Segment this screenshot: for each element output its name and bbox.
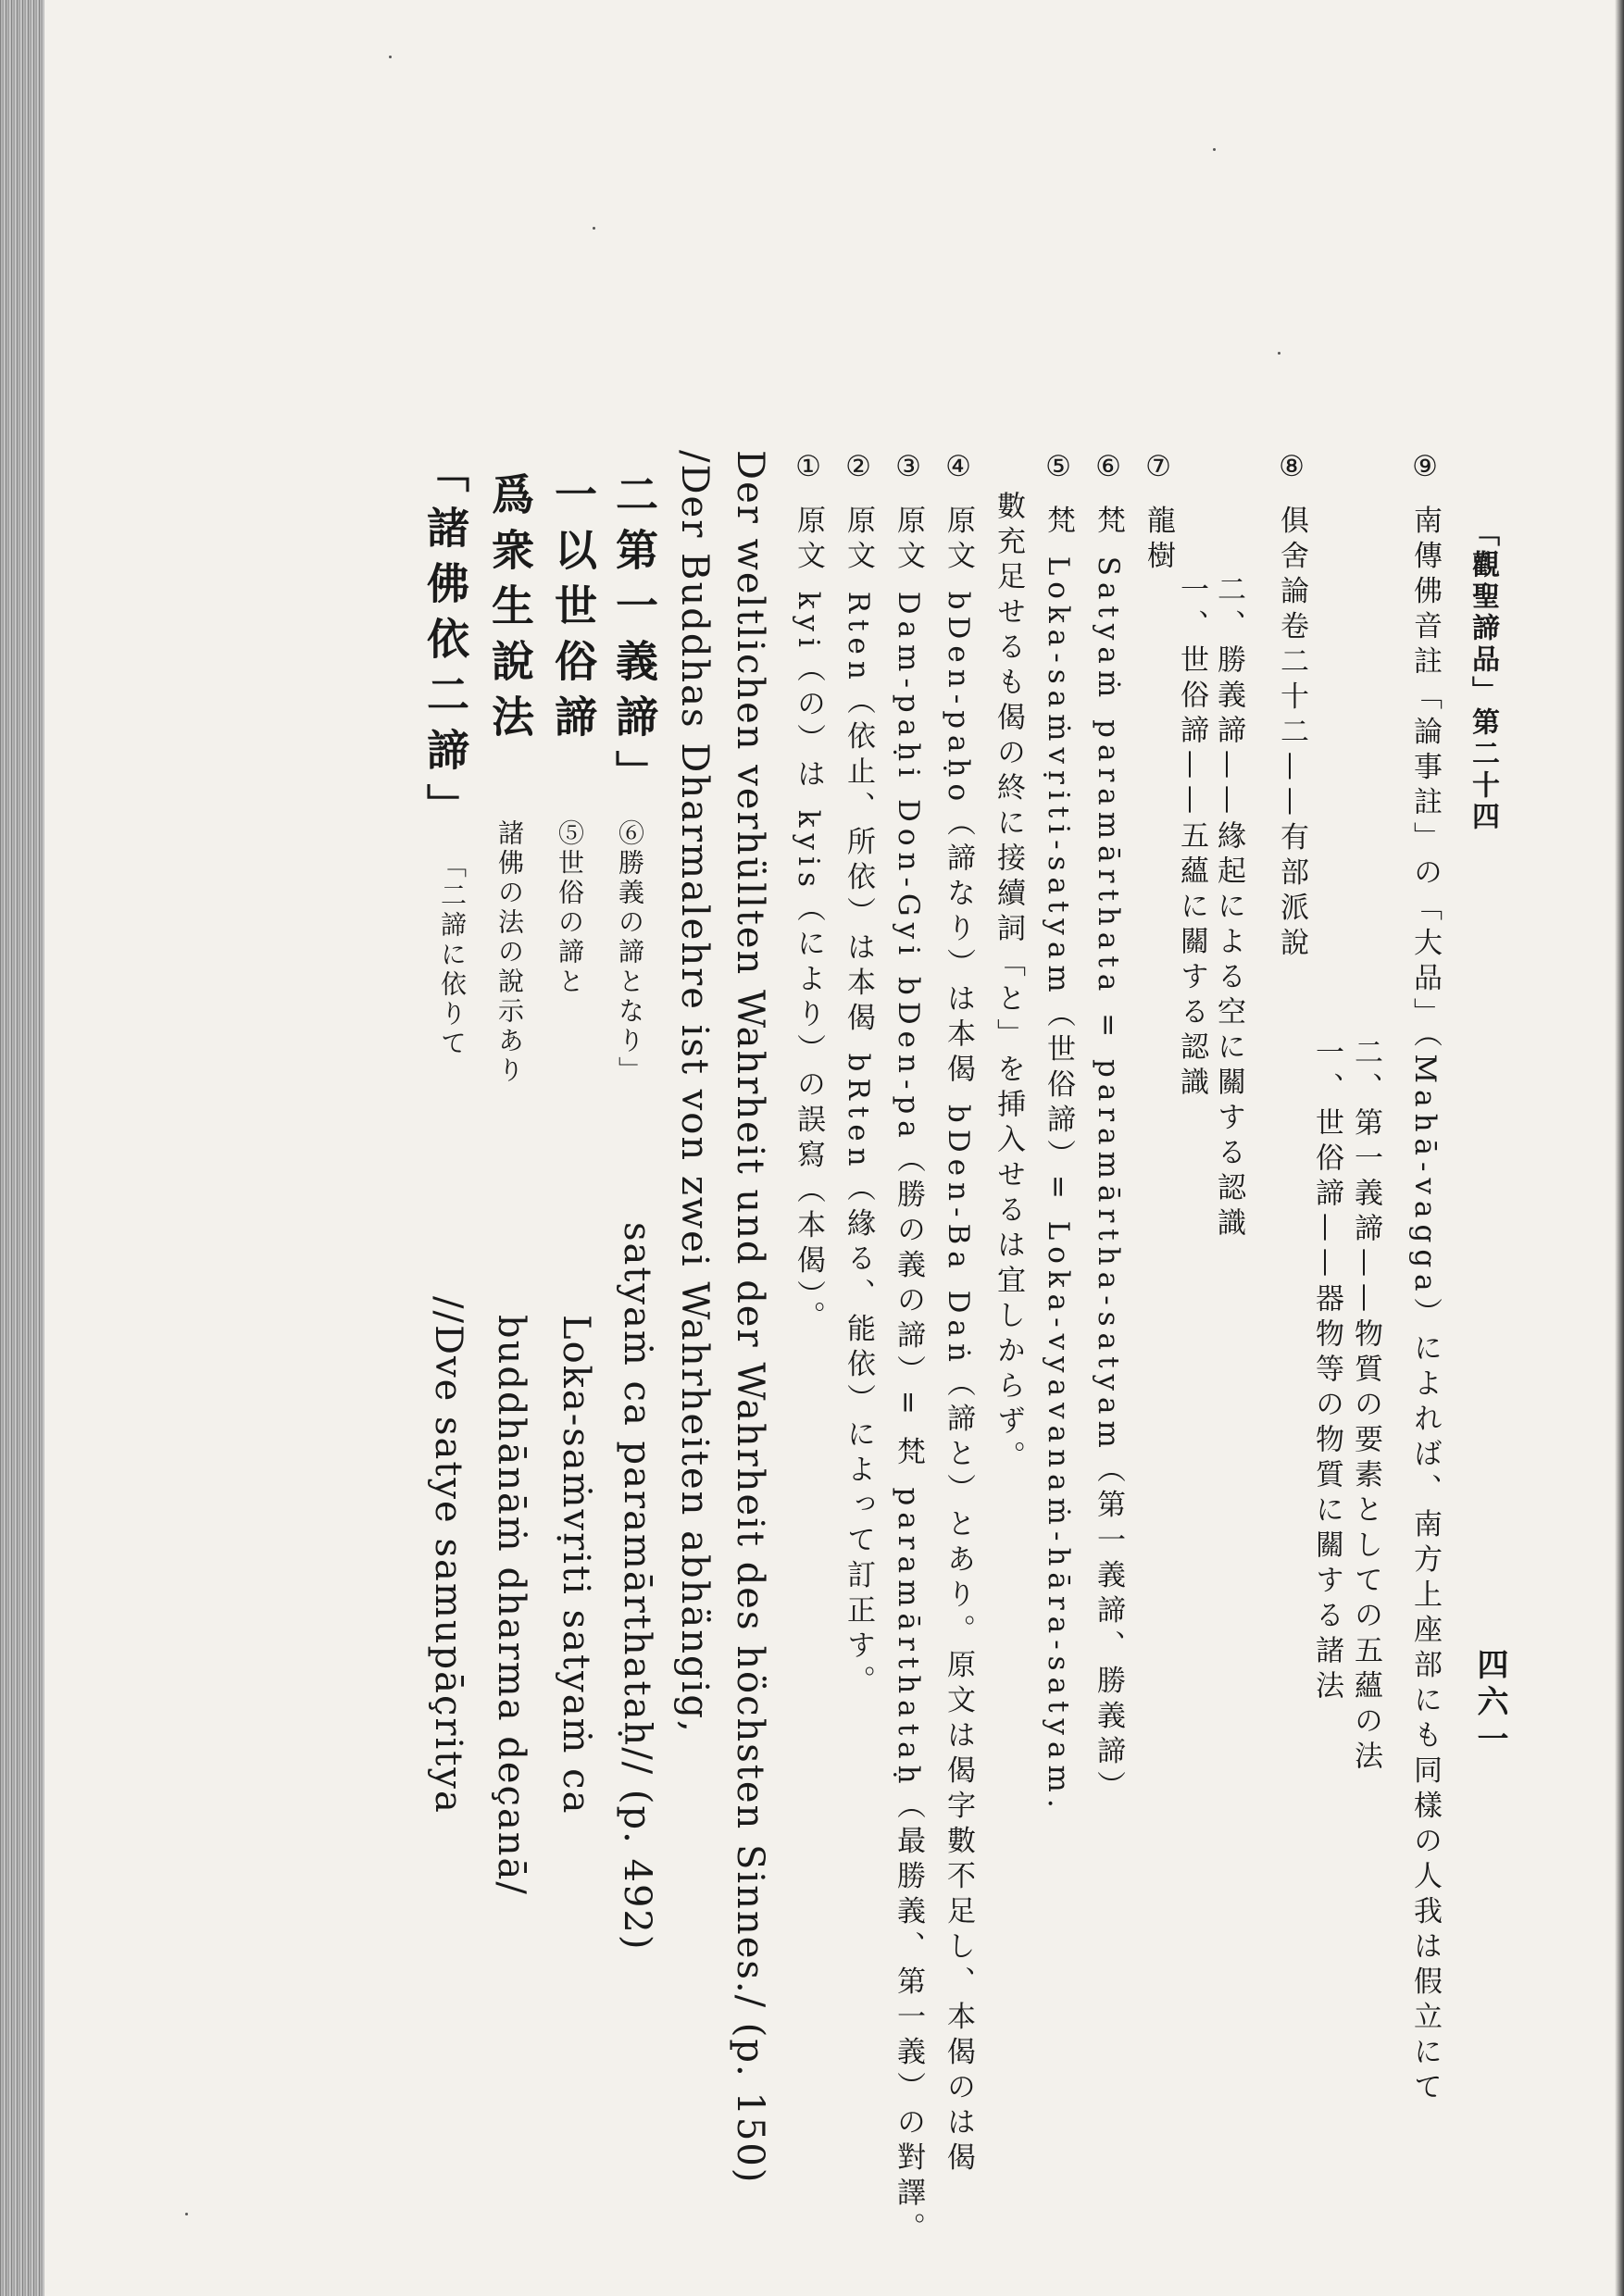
note-6: ⑥ 梵 Satyaṁ paramārthata = paramārtha-satyam（第一義諦、勝義諦） (1092, 450, 1125, 1806)
verse-chinese-line-2: 爲衆生說法 (485, 472, 535, 750)
note-8-branch-1: 一、世俗諦——器物等の物質に關する諸法 (1310, 1037, 1343, 1705)
verse-japanese-line-2: 諸佛の法の說示あり (494, 819, 525, 1086)
scan-speck (593, 227, 595, 230)
note-8-branch-2: 二、第一義諦——物質の要素としての五蘊の法 (1349, 1037, 1382, 1776)
verse-sanskrit-line-3: Loka-saṁvṛiti satyaṁ ca (555, 1315, 597, 1816)
running-title: 「觀聖諦品」第二十四 (1467, 518, 1499, 833)
note-8-head: ⑧ 俱舍論卷二十二——有部派說 (1275, 450, 1308, 963)
scan-speck (1278, 352, 1280, 355)
note-7-branch-1: 一、世俗諦——五蘊に關する認識 (1175, 574, 1208, 1102)
note-9: ⑨ 南傳佛音註「論事註」の「大品」（Mahā-vagga）によれば、南方上座部にも同樣の人我は假立にて (1408, 450, 1442, 2107)
note-4-continued: 數充足せるも偈の終に接續詞「と」を挿入せるは宜しからず。 (992, 491, 1025, 1476)
page-number: 四六一 (1471, 1648, 1508, 1759)
verse-chinese-line-4: 二第一義諦」 (609, 472, 659, 805)
note-7-branch-2: 二、勝義諦——緣起による空に關する認識 (1212, 574, 1245, 1242)
note-1: ① 原文 kyi（の）は kyis（により）の誤寫（本偈）。 (792, 450, 825, 1337)
verse-sanskrit-line-2: buddhānāṁ dharma deçanā/ (490, 1315, 532, 1896)
verse-chinese-line-1: 「諸佛依二諦」 (420, 450, 470, 839)
verse-japanese-line-3: ⑤世俗の諦と (555, 819, 585, 997)
verse-chinese-line-3: 一以世俗諦 (548, 472, 598, 750)
verse-german-line-1: /Der Buddhas Dharmalehre ist von zwei Wahrheiten abhängig, (673, 450, 716, 1734)
note-3: ③ 原文 Dam-paḥi Don-Gyi bDen-pa（勝の義の諦）= 梵 paramārthataḥ（最勝義、第一義）の對譯。 (892, 450, 925, 2248)
scan-speck (185, 2213, 188, 2215)
scan-speck (389, 56, 392, 58)
note-7-head: ⑦ 龍樹 (1142, 450, 1175, 576)
verse-sanskrit-line-1: //Dve satye samupāçritya (427, 1296, 469, 1815)
note-5: ⑤ 梵 Loka-saṁvṛiti-satyam（世俗諦）= Loka-vyavanaṁ-hāra-satyam. (1042, 450, 1075, 1815)
verse-german-line-2: Der weltlichen verhüllten Wahrheit und der Wahrheit des höchsten Sinnes./ (p. 150) (729, 450, 771, 2185)
verse-japanese-line-1: 「二諦に依りて (437, 852, 468, 1059)
page-edge-shadow (1615, 0, 1624, 2296)
verse-japanese-line-4: ⑥勝義の諦となり」 (615, 819, 645, 1086)
note-2: ② 原文 Rten（依止、所依）は本偈 bRten（緣る、能依）によって訂正す。 (842, 450, 875, 1701)
book-spine-shadow (0, 0, 44, 2296)
scan-speck (1213, 148, 1216, 151)
verse-sanskrit-line-4: satyaṁ ca paramārthataḥ// (p. 492) (616, 1222, 658, 1952)
note-4: ④ 原文 bDen-paḥo（諦なり）は本偈 bDen-Ba Daṅ（諦と）とあり。原文は偈字數不足し、本偈のは偈 (942, 450, 975, 2177)
